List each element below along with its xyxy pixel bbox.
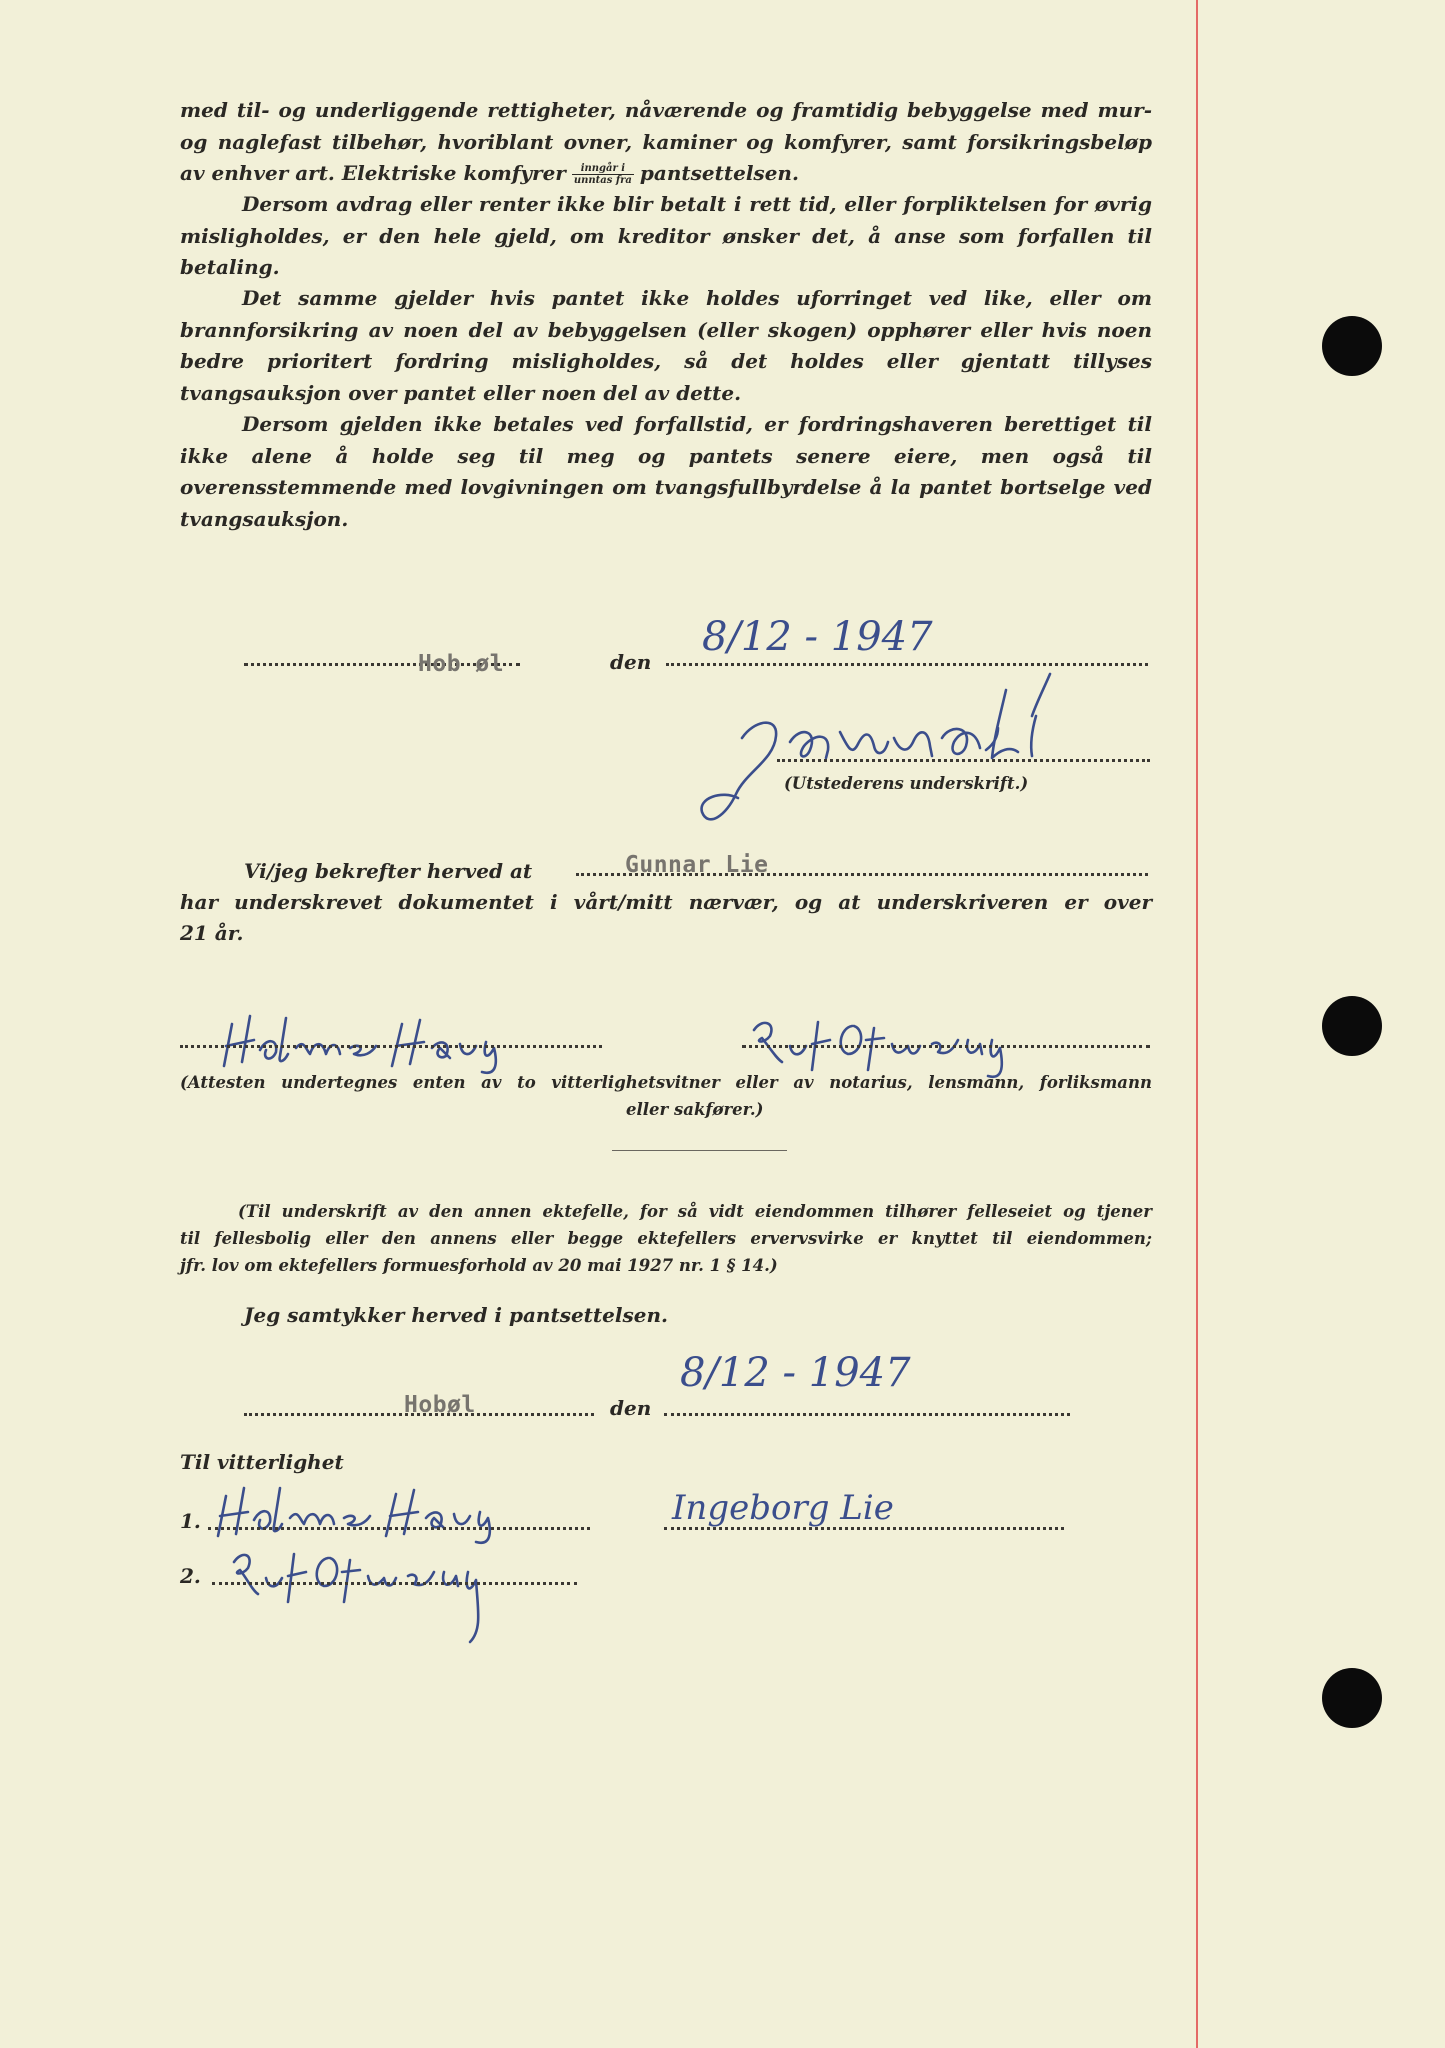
witness-signature-1 [214,1008,534,1078]
spouse-date-dotted-line [664,1413,1070,1416]
paragraph-rights-end: pantsettelsen. [639,161,799,185]
punch-hole-top [1322,316,1382,376]
issuer-signature [680,660,1100,850]
consent-statement: Jeg samtykker herved i pantsettelsen. [244,1303,668,1327]
red-margin-line [1196,0,1198,2048]
issuer-date: 8/12 - 1947 [702,614,933,660]
inngar-unntas-fraction [572,163,634,186]
paragraph-default: Dersom avdrag eller renter ikke blir betalt i rett tid, eller forpliktelsen for øvrig misligholdes, er den hele gjeld, om kreditor ønsker det, å anse som forfallen til betaling. [180,192,1152,279]
witness-number-1: 1. [180,1509,201,1533]
confirmation-continuation: har underskrevet dokumentet i vårt/mitt nærvær, og at underskriveren er over [180,890,1152,914]
section-divider [612,1150,787,1151]
fraction-bottom: unntas fra [573,175,632,186]
witness-heading: Til vitterlighet [180,1450,344,1474]
witness-1-dotted-line [180,1045,602,1048]
spouse-note-line1: (Til underskrift av den annen ektefelle, for så vidt eiendommen tilhører felleseiet og tjener [238,1202,1152,1221]
confirmation-text: Vi/jeg bekrefter herved at [244,859,533,883]
spouse-witness-2-dotted-line [212,1582,577,1585]
spouse-note-line2: til fellesbolig eller den annens eller begge ektefellers ervervsvirke er knyttet til eiendommen; [180,1229,1152,1248]
punch-hole-middle [1322,996,1382,1056]
issuer-signature-caption: (Utstederens underskrift.) [784,774,1029,793]
issuer-place: Hob øl [418,651,505,677]
spouse-witness-1-dotted-line [208,1527,590,1530]
witness-number-2: 2. [180,1564,201,1588]
signature-dotted-line [777,759,1150,762]
spouse-den-label: den [610,1396,652,1420]
paragraph-auction: Dersom gjelden ikke betales ved forfallstid, er fordringshaveren berettiget til ikke alene å holde seg til meg og pantets senere eiere, men også til overensstemmende med lovgivningen om tvangsfullbyrdelse å la pantet bortselge ved tvangsauksjon. [180,412,1152,531]
witness-2-dotted-line [742,1045,1150,1048]
spouse-signature: Ingeborg Lie [672,1488,894,1528]
witness-note-line2: eller sakfører.) [626,1100,764,1119]
paragraph-rights-text: med til- og underliggende rettigheter, nåværende og framtidig bebyggelse med mur- og naglefast tilbehør, hvoriblant ovner, kaminer og komfyrer, samt forsikringsbeløp av enhver art. Elektriske komfyrer [180,98,1152,185]
fraction-top: inngår i [572,163,634,175]
spouse-date: 8/12 - 1947 [680,1350,911,1396]
paragraph-insurance: Det samme gjelder hvis pantet ikke holdes uforringet ved like, eller om brannforsikring av noen del av bebyggelsen (eller skogen) opphører eller hvis noen bedre prioritert fordring misligholdes, så det holdes eller gjentatt tillyses tvangsauksjon over pantet eller noen del av dette. [180,286,1152,405]
spouse-note-line3: jfr. lov om ektefellers formuesforhold av 20 mai 1927 nr. 1 § 14.) [180,1256,778,1275]
witness-note-line1: (Attesten undertegnes enten av to vitterlighetsvitner eller av notarius, lensmann, forliksmann [180,1073,1152,1092]
spouse-witness-signature-1 [208,1478,548,1548]
den-label: den [610,650,652,674]
spouse-witness-signature-2 [214,1540,554,1650]
spouse-signature-dotted-line [664,1527,1064,1530]
punch-hole-bottom [1322,1668,1382,1728]
spouse-place: Hobøl [404,1392,476,1418]
paragraph-rights [180,95,1152,190]
confirmed-name: Gunnar Lie [625,852,769,878]
confirmation-age: 21 år. [180,921,244,945]
